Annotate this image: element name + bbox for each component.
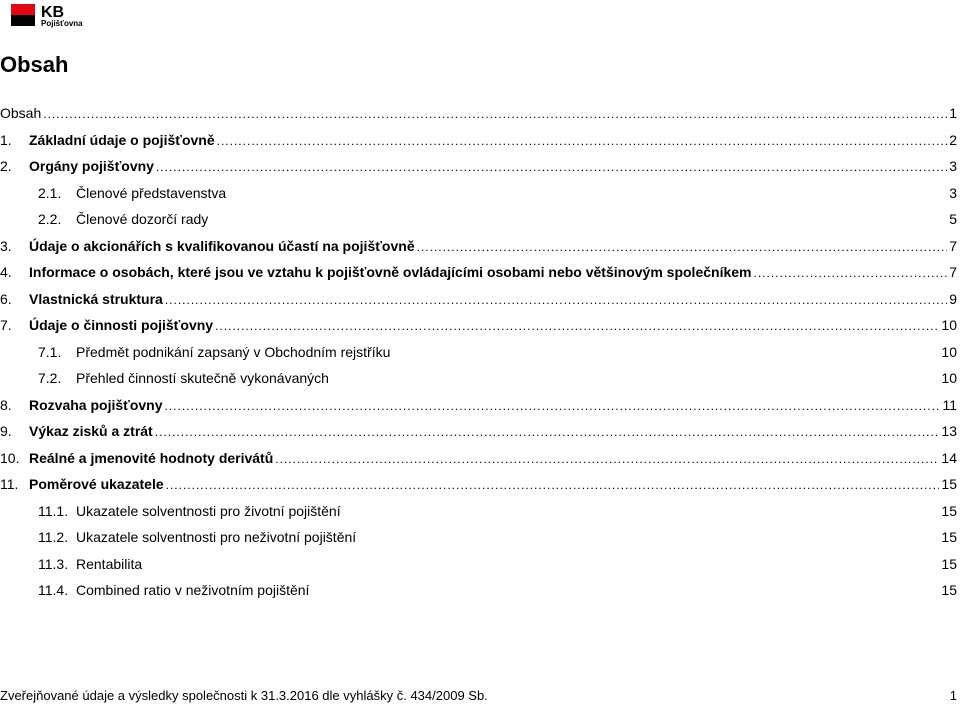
toc-entry-page: 7 [949, 237, 957, 254]
toc-entry-page: 7 [949, 264, 957, 281]
toc-entry-title: Výkaz zisků a ztrát [29, 423, 153, 440]
toc-entry-number: 1. [0, 131, 12, 148]
toc-entry-page: 10 [941, 317, 957, 334]
toc-entry-title: Combined ratio v neživotním pojištění [76, 582, 310, 599]
kb-pojistovna-logo [11, 3, 111, 29]
toc-dot-leader [165, 295, 947, 309]
toc-entry-page: 10 [941, 370, 957, 387]
toc-entry-page: 10 [941, 343, 957, 360]
toc-dot-leader [43, 109, 947, 123]
toc-entry[interactable] [0, 180, 960, 207]
toc-entry-number: 11. [0, 476, 19, 493]
toc-entry-page: 15 [941, 582, 957, 599]
toc-entry-number: 4. [0, 264, 12, 281]
toc-entry-page: 3 [949, 184, 957, 201]
toc-entry[interactable] [0, 233, 960, 260]
toc-entry-title: Přehled činností skutečně vykonávaných [76, 370, 329, 387]
toc-entry-number: 7. [0, 317, 12, 334]
toc-entry-title: Základní údaje o pojišťovně [29, 131, 215, 148]
toc-entry-number: 11.3. [38, 555, 69, 572]
toc-entry-title: Informace o osobách, které jsou ve vztahu k pojišťovně ovládajícími osobami nebo většinovým společníkem [29, 264, 752, 281]
toc-entry[interactable] [0, 286, 960, 313]
toc-entry-title: Předmět podnikání zapsaný v Obchodním rejstříku [76, 343, 391, 360]
toc-entry-title: Reálné a jmenovité hodnoty derivátů [29, 449, 274, 466]
toc-entry-number: 3. [0, 237, 12, 254]
toc-entry-page: 14 [941, 449, 957, 466]
toc-entry-title: Orgány pojišťovny [29, 158, 154, 175]
logo-mark [11, 3, 111, 29]
toc-entry-page: 15 [941, 529, 957, 546]
toc-dot-leader [166, 480, 940, 494]
toc-entry-number: 11.1. [38, 502, 69, 519]
logo-brand: KB [41, 4, 65, 21]
toc-entry[interactable] [0, 259, 960, 286]
toc-entry[interactable] [0, 127, 960, 154]
toc-entry[interactable] [0, 498, 960, 525]
toc-entry-title: Členové představenstva [76, 184, 227, 201]
toc-entry-title: Poměrové ukazatele [29, 476, 164, 493]
footer-page-number: 1 [949, 688, 957, 703]
toc-entry-title: Rentabilita [76, 555, 143, 572]
toc-entry-title: Ukazatele solventnosti pro životní pojištění [76, 502, 341, 519]
toc-dot-leader [753, 268, 947, 282]
toc-entry-page: 15 [941, 476, 957, 493]
toc-dot-leader [165, 401, 941, 415]
toc-dot-leader [156, 162, 947, 176]
toc-entry-title: Obsah [0, 105, 42, 122]
toc-entry-page: 9 [949, 290, 957, 307]
toc-entry-number: 10. [0, 449, 20, 466]
toc-entry-number: 2.1. [38, 184, 62, 201]
toc-dot-leader [417, 242, 948, 256]
toc-entry[interactable] [0, 339, 960, 366]
page-title: Obsah [0, 52, 69, 77]
toc-entry-number: 6. [0, 290, 12, 307]
toc-dot-leader [155, 427, 940, 441]
toc-entry[interactable] [0, 153, 960, 180]
logo-subbrand: Pojišťovna [41, 19, 83, 28]
toc-entry-title: Vlastnická struktura [29, 290, 163, 307]
toc-entry-number: 2.2. [38, 211, 62, 228]
toc-entry-page: 15 [941, 502, 957, 519]
toc-entry[interactable] [0, 471, 960, 498]
toc-entry[interactable] [0, 392, 960, 419]
toc-entry-title: Rozvaha pojišťovny [29, 396, 163, 413]
footer-text: Zveřejňované údaje a výsledky společnosti k 31.3.2016 dle vyhlášky č. 434/2009 Sb. [0, 688, 488, 703]
toc-entry-number: 9. [0, 423, 12, 440]
toc-dot-leader [217, 136, 948, 150]
toc-entry[interactable] [0, 206, 960, 233]
toc-entry-title: Údaje o činnosti pojišťovny [29, 317, 214, 334]
toc-entry-number: 11.4. [38, 582, 69, 599]
toc-entry[interactable] [0, 365, 960, 392]
toc-entry-number: 11.2. [38, 529, 69, 546]
toc-entry[interactable] [0, 577, 960, 604]
toc-dot-leader [215, 321, 939, 335]
toc-entry-page: 11 [942, 396, 957, 413]
toc-entry-number: 7.1. [38, 343, 62, 360]
table-of-contents [0, 100, 960, 604]
toc-entry-page: 3 [949, 158, 957, 175]
toc-entry-title: Údaje o akcionářích s kvalifikovanou účastí na pojišťovně [29, 237, 415, 254]
toc-dot-leader [275, 454, 939, 468]
toc-entry-page: 2 [949, 131, 957, 148]
toc-entry[interactable] [0, 418, 960, 445]
toc-entry-number: 2. [0, 158, 12, 175]
toc-entry-page: 1 [949, 105, 957, 122]
page-footer [0, 688, 960, 703]
toc-entry-number: 7.2. [38, 370, 62, 387]
toc-entry[interactable] [0, 445, 960, 472]
toc-entry[interactable] [0, 312, 960, 339]
toc-entry[interactable] [0, 100, 960, 127]
toc-entry-number: 8. [0, 396, 12, 413]
toc-entry-page: 15 [941, 555, 957, 572]
toc-entry-title: Členové dozorčí rady [76, 211, 209, 228]
toc-entry-page: 5 [949, 211, 957, 228]
toc-entry[interactable] [0, 551, 960, 578]
toc-entry-title: Ukazatele solventnosti pro neživotní pojištění [76, 529, 357, 546]
toc-entry-page: 13 [941, 423, 957, 440]
toc-entry[interactable] [0, 524, 960, 551]
